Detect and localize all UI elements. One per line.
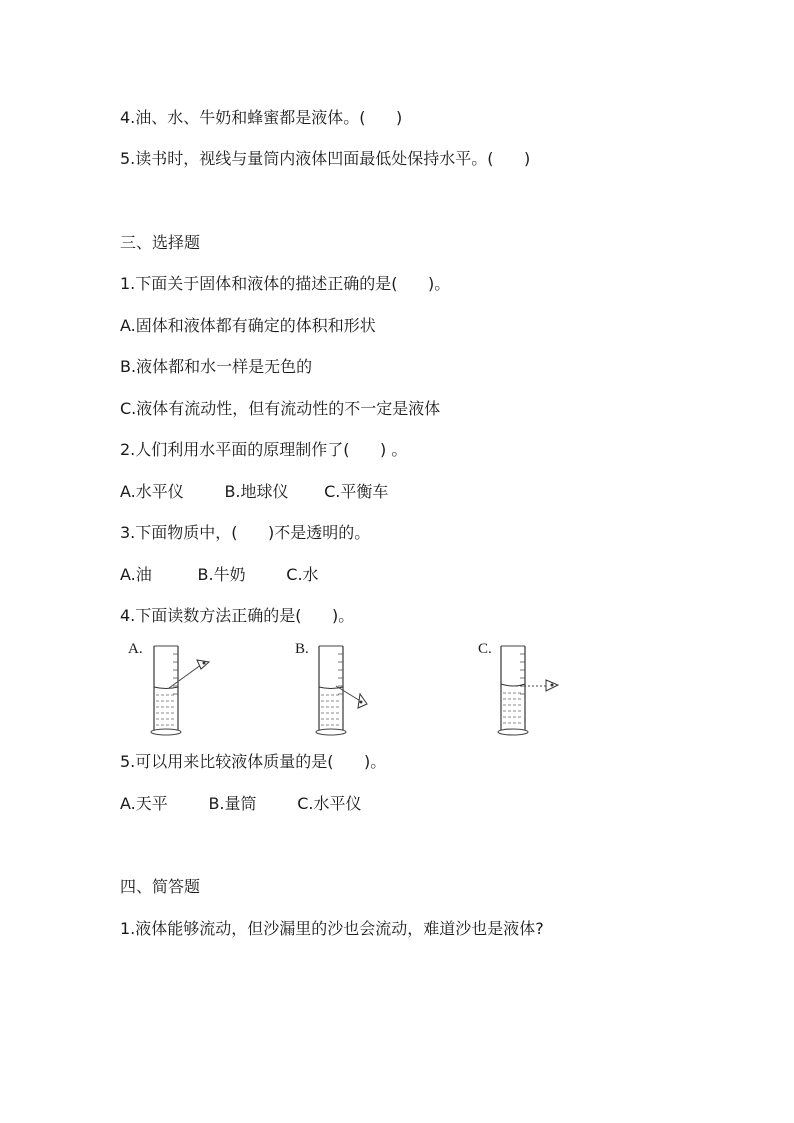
graduated-cylinder-b-icon — [292, 638, 382, 738]
choice-q1-option-c: C.液体有流动性，但有流动性的不一定是液体 — [120, 399, 441, 418]
choice-q5: 5.可以用来比较液体质量的是( )。 — [120, 752, 387, 771]
section-heading-short-answer: 四、简答题 — [120, 877, 201, 896]
choice-q3: 3.下面物质中，( )不是透明的。 — [120, 523, 371, 542]
choice-q3-options: A.油 B.牛奶 C.水 — [120, 565, 319, 584]
choice-q2-options: A.水平仪 B.地球仪 C.平衡车 — [120, 482, 389, 501]
figure-option-a — [125, 638, 215, 738]
judge-q4: 4.油、水、牛奶和蜂蜜都是液体。( ) — [120, 108, 403, 127]
graduated-cylinder-a-icon — [125, 638, 215, 738]
judge-q5: 5.读书时，视线与量筒内液体凹面最低处保持水平。( ) — [120, 149, 531, 168]
choice-q1: 1.下面关于固体和液体的描述正确的是( )。 — [120, 274, 451, 293]
graduated-cylinder-c-icon — [472, 638, 562, 738]
figure-b-label: B. — [295, 641, 309, 657]
choice-q5-options: A.天平 B.量筒 C.水平仪 — [120, 794, 362, 813]
choice-q4: 4.下面读数方法正确的是( )。 — [120, 606, 355, 625]
figure-option-c — [472, 638, 562, 738]
choice-q2: 2.人们利用水平面的原理制作了( ) 。 — [120, 440, 408, 459]
figure-c-label: C. — [478, 641, 492, 657]
figure-option-b — [292, 638, 382, 738]
section-heading-choice: 三、选择题 — [120, 233, 201, 252]
choice-q1-option-a: A.固体和液体都有确定的体积和形状 — [120, 316, 376, 335]
choice-q1-option-b: B.液体都和水一样是无色的 — [120, 357, 313, 376]
short-answer-q1: 1.液体能够流动，但沙漏里的沙也会流动，难道沙也是液体? — [120, 919, 544, 938]
figure-a-label: A. — [128, 641, 143, 657]
